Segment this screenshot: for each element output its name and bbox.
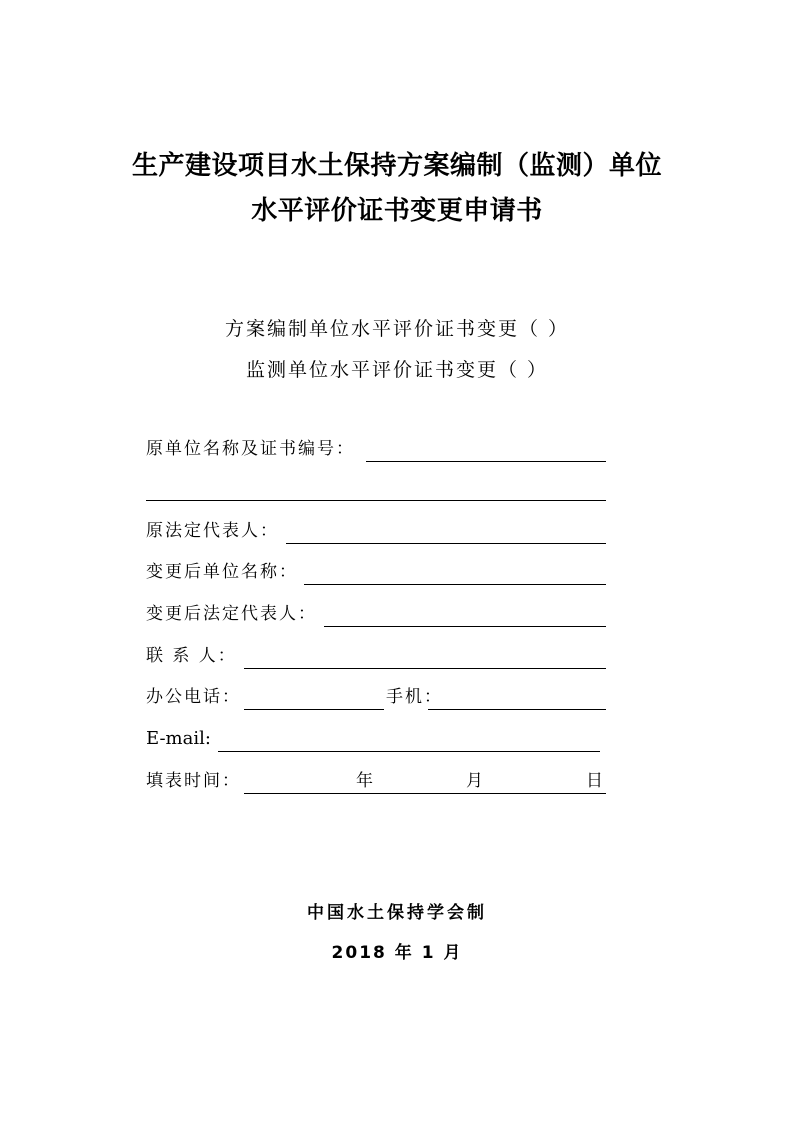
option-monitoring-unit-change: 监测单位水平评价证书变更（ ） [245,359,549,381]
document-title-line-1: 生产建设项目水土保持方案编制（监测）单位 [131,151,662,181]
field-new-representative-label: 变更后法定代表人： [146,604,317,624]
field-new-representative [146,601,606,627]
field-mobile-line[interactable] [428,709,606,710]
date-day-label: 日 [586,771,605,791]
field-original-name-line-2[interactable] [146,500,606,501]
field-fill-date-line[interactable] [244,793,606,794]
field-new-name-line[interactable] [304,584,606,585]
field-new-representative-line[interactable] [324,626,606,627]
date-month-label: 月 [466,771,485,791]
field-contact [146,643,606,669]
issuer-organization: 中国水土保持学会制 [307,903,487,923]
option-plan-unit-change: 方案编制单位水平评价证书变更（ ） [224,318,570,340]
field-email [146,726,606,752]
field-office-phone-label: 办公电话： [146,687,241,707]
document-title-line-2: 水平评价证书变更申请书 [251,196,543,226]
date-year-label: 年 [356,771,375,791]
field-new-name [146,559,606,585]
field-contact-line[interactable] [244,668,606,669]
field-mobile-label: 手机： [386,687,443,707]
field-original-name-label: 原单位名称及证书编号： [146,439,355,459]
field-original-representative-label: 原法定代表人： [146,521,279,541]
field-fill-date-label: 填表时间： [146,771,241,791]
field-email-label: E-mail: [146,728,211,749]
field-contact-label: 联 系 人： [146,646,237,666]
field-new-name-label: 变更后单位名称： [146,562,298,582]
field-email-line[interactable] [218,751,600,752]
field-original-representative-line[interactable] [286,543,606,544]
field-office-phone-line[interactable] [244,709,384,710]
field-original-name [146,436,606,462]
field-fill-date [146,768,606,794]
field-original-representative [146,518,606,544]
issue-date: 2018 年 1 月 [331,943,463,963]
field-original-name-line[interactable] [366,461,606,462]
field-phone [146,684,606,710]
